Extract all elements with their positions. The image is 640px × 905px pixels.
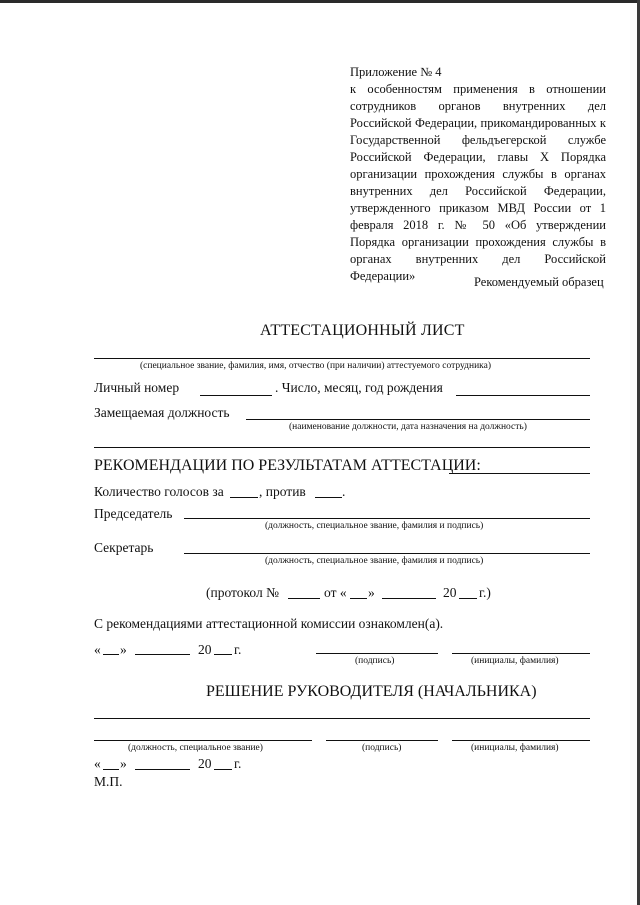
appendix-block bbox=[350, 64, 606, 285]
votes-against-label: , против bbox=[259, 484, 306, 499]
position-field-line-2[interactable] bbox=[94, 447, 590, 448]
protocol-from: от « bbox=[324, 585, 347, 600]
birth-date-field[interactable] bbox=[456, 395, 590, 396]
stamp-place: М.П. bbox=[94, 774, 123, 789]
decision-text-field[interactable] bbox=[94, 718, 590, 719]
protocol-number-field[interactable] bbox=[288, 598, 320, 599]
protocol-day-field[interactable] bbox=[350, 598, 367, 599]
chairman-label: Председатель bbox=[94, 506, 173, 521]
chairman-caption: (должность, специальное звание, фамилия и подпись) bbox=[265, 521, 484, 531]
appendix-title: Приложение № 4 bbox=[350, 65, 442, 79]
date1-year-prefix: 20 bbox=[198, 642, 212, 657]
appendix-body: к особенностям применения в отношении сотрудников органов внутренних дел Российской Федерации, прикомандированных к Государственной фельдъегерской службе Российской Федерации, главы X Порядка организации прохождения службы в органах внутренних дел Российской Федерации, утвержденного приказом МВД России от 1 февраля 2018 г. № 50 «Об утверждении Порядка организации прохождения службы в органах внутренних дел Российской Федерации» bbox=[350, 82, 606, 283]
acquainted-initials-field[interactable] bbox=[452, 653, 590, 654]
date2-year-prefix: 20 bbox=[198, 756, 212, 771]
protocol-year-field[interactable] bbox=[459, 598, 477, 599]
protocol-year-prefix: 20 bbox=[443, 585, 457, 600]
decision-initials-field[interactable] bbox=[452, 740, 590, 741]
decision-position-field[interactable] bbox=[94, 740, 312, 741]
sample-note: Рекомендуемый образец bbox=[474, 275, 604, 289]
votes-end: . bbox=[342, 484, 346, 499]
decision-position-caption: (должность, специальное звание) bbox=[128, 743, 263, 753]
acquainted-initials-caption: (инициалы, фамилия) bbox=[471, 656, 559, 666]
date2-year-suffix: г. bbox=[234, 756, 242, 771]
acquainted-signature-field[interactable] bbox=[316, 653, 438, 654]
position-field[interactable] bbox=[246, 419, 590, 420]
protocol-year-suffix: г.) bbox=[479, 585, 491, 600]
decision-signature-caption: (подпись) bbox=[362, 743, 402, 753]
acquainted-signature-caption: (подпись) bbox=[355, 656, 395, 666]
protocol-open: (протокол № bbox=[206, 585, 279, 600]
chairman-field[interactable] bbox=[184, 518, 590, 519]
protocol-month-field[interactable] bbox=[382, 598, 436, 599]
date1-year-suffix: г. bbox=[234, 642, 242, 657]
date2-quote-open: « bbox=[94, 756, 101, 771]
votes-for-label: Количество голосов за bbox=[94, 484, 224, 499]
recommendations-field[interactable] bbox=[449, 473, 590, 474]
position-caption: (наименование должности, дата назначения на должность) bbox=[289, 422, 527, 432]
decision-heading: РЕШЕНИЕ РУКОВОДИТЕЛЯ (НАЧАЛЬНИКА) bbox=[206, 683, 537, 700]
date1-year-field[interactable] bbox=[214, 654, 232, 655]
employee-caption: (специальное звание, фамилия, имя, отчество (при наличии) аттестуемого сотрудника) bbox=[140, 361, 492, 371]
position-label: Замещаемая должность bbox=[94, 405, 230, 420]
personal-number-label: Личный номер bbox=[94, 380, 180, 395]
date1-quote-open: « bbox=[94, 642, 101, 657]
secretary-field[interactable] bbox=[184, 553, 590, 554]
secretary-caption: (должность, специальное звание, фамилия и подпись) bbox=[265, 556, 484, 566]
votes-against-field[interactable] bbox=[315, 497, 342, 498]
birth-date-label: . Число, месяц, год рождения bbox=[275, 380, 443, 395]
acquainted-text: С рекомендациями аттестационной комиссии ознакомлен(а). bbox=[94, 616, 444, 631]
date1-month-field[interactable] bbox=[135, 654, 190, 655]
recommendations-heading: РЕКОМЕНДАЦИИ ПО РЕЗУЛЬТАТАМ АТТЕСТАЦИИ: bbox=[94, 457, 481, 474]
decision-signature-field[interactable] bbox=[326, 740, 438, 741]
votes-for-field[interactable] bbox=[230, 497, 258, 498]
secretary-label: Секретарь bbox=[94, 540, 154, 555]
scan-edge-top bbox=[0, 0, 640, 3]
personal-number-field[interactable] bbox=[200, 395, 272, 396]
decision-initials-caption: (инициалы, фамилия) bbox=[471, 743, 559, 753]
date2-day-field[interactable] bbox=[103, 769, 119, 770]
date1-quote-close: » bbox=[120, 642, 127, 657]
form-title: АТТЕСТАЦИОННЫЙ ЛИСТ bbox=[260, 322, 465, 339]
protocol-quote-close: » bbox=[368, 585, 375, 600]
date2-quote-close: » bbox=[120, 756, 127, 771]
date1-day-field[interactable] bbox=[103, 654, 119, 655]
date2-year-field[interactable] bbox=[214, 769, 232, 770]
date2-month-field[interactable] bbox=[135, 769, 190, 770]
employee-name-field[interactable] bbox=[94, 358, 590, 359]
